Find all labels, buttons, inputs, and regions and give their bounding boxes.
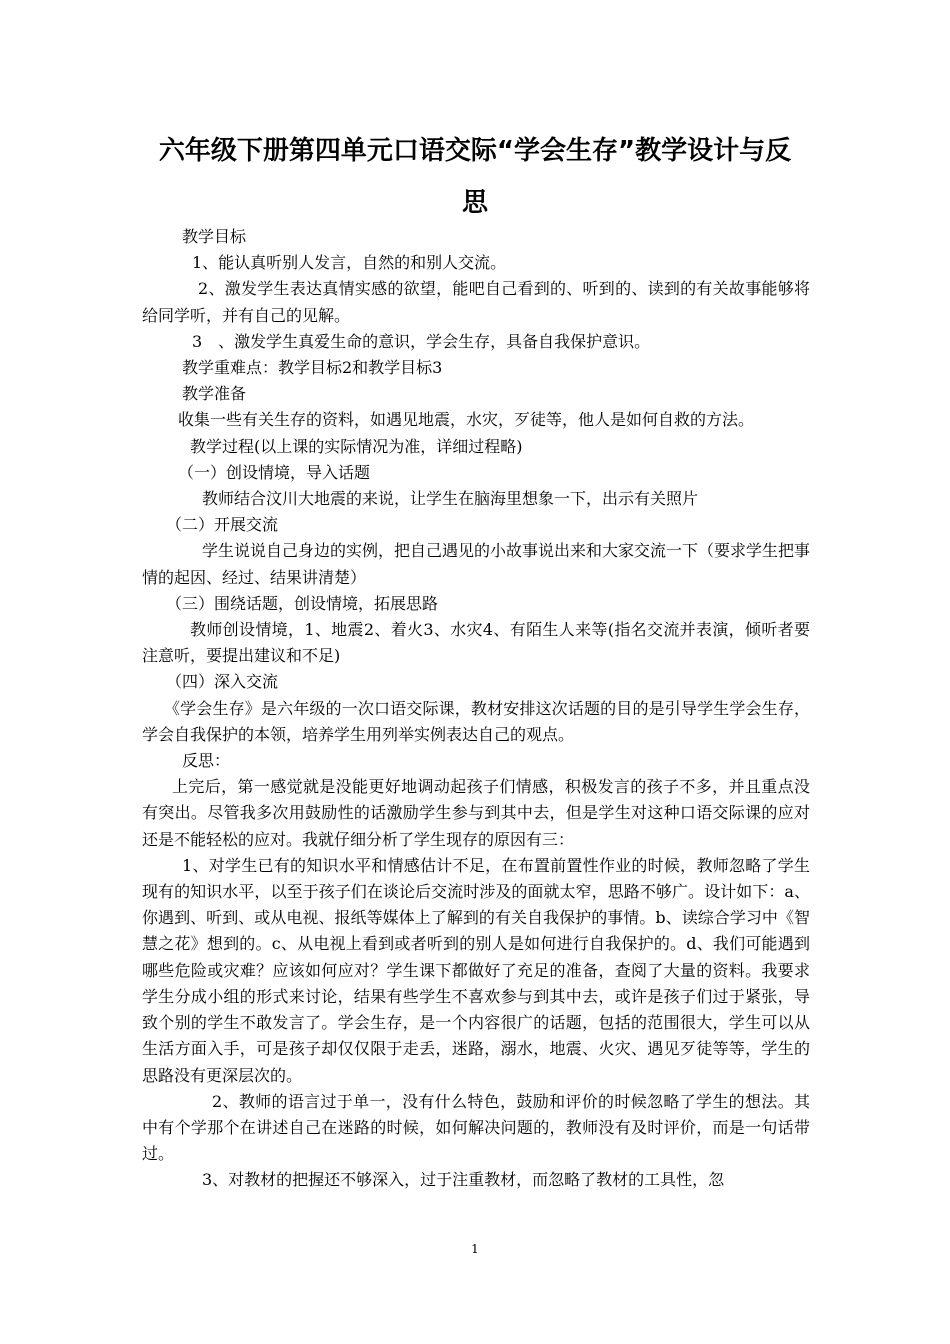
page-title-line2: 思 xyxy=(461,188,488,218)
body-paragraph: 《学会生存》是六年级的一次口语交际课，教材安排这次话题的目的是引导学生学会生存，学会自我保护的本领，培养学生用列举实例表达自己的观点。 xyxy=(142,698,810,744)
body-paragraph: 1、能认真听别人发言，自然的和别人交流。 xyxy=(192,253,507,273)
body-paragraph: 教师结合汶川大地震的来说，让学生在脑海里想象一下，出示有关照片 xyxy=(202,489,699,509)
body-paragraph: 教师创设情境，1、地震2、着火3、水灾4、有陌生人来等(指名交流并表演，倾听者要注意听，要提出建议和不足) xyxy=(142,620,810,666)
body-paragraph: 教学重难点：教学目标2和教学目标3 xyxy=(182,358,443,378)
body-paragraph: 学生说说自己身边的实例，把自己遇见的小故事说出来和大家交流一下（要求学生把事情的起因、经过、结果讲清楚） xyxy=(142,541,811,587)
body-paragraph: 教学目标 xyxy=(182,227,247,246)
body-paragraph: （一）创设情境，导入话题 xyxy=(178,462,371,482)
body-paragraph: 3、对教材的把握还不够深入，过于注重教材，而忽略了教材的工具性，忽 xyxy=(202,1170,725,1190)
body-paragraph: 3 、激发学生真爱生命的意识，学会生存，具备自我保护意识。 xyxy=(192,331,651,351)
body-paragraph: 教学过程(以上课的实际情况为准，详细过程略) xyxy=(190,436,523,456)
body-paragraph: 收集一些有关生存的资料，如遇见地震，水灾，歹徒等，他人是如何自救的方法。 xyxy=(178,410,755,430)
document-body xyxy=(142,224,810,1194)
body-paragraph: 反思： xyxy=(182,751,231,771)
body-paragraph: 上完后，第一感觉就是没能更好地调动起孩子们情感，积极发言的孩子不多，并且重点没有突出。尽管我多次用鼓励性的话激励学生参与到其中去，但是学生对这种口语交际课的应对还是不能轻松的应对。我就仔细分析了学生现存的原因有三： xyxy=(142,777,810,849)
body-paragraph: （四）深入交流 xyxy=(166,672,279,692)
page-title-line1: 六年级下册第四单元口语交际“学会生存”教学设计与反 xyxy=(158,136,792,166)
body-paragraph: 2、激发学生表达真情实感的欲望，能吧自己看到的、听到的、读到的有关故事能够将给同学听，并有自己的见解。 xyxy=(142,279,810,325)
body-paragraph: 教学准备 xyxy=(182,384,247,404)
body-paragraph: 1、对学生已有的知识水平和情感估计不足，在布置前置性作业的时候，教师忽略了学生现有的知识水平，以至于孩子们在谈论后交流时涉及的面就太窄，思路不够广。设计如下：a、你遇到、听到、或从电视、报纸等媒体上了解到的有关自我保护的事情。b、读综合学习中《智慧之花》想到的。c、从电视上看到或者听到的别人是如何进行自我保护的。d、我们可能遇到哪些危险或灾难？应该如何应对？学生课下都做好了充足的准备，查阅了大量的资料。我要求学生分成小组的形式来讨论，结果有些学生不喜欢参与到其中去，或许是孩子们过于紧张，导致个别的学生不敢发言了。学会生存，是一个内容很广的话题，包括的范围很大，学生可以从生活方面入手，可是孩子却仅仅限于走丢，迷路，溺水，地震、火灾、遇见歹徒等等，学生的思路没有更深层次的。 xyxy=(142,855,810,1085)
page-number: 1 xyxy=(471,1242,479,1256)
body-paragraph: （二）开展交流 xyxy=(166,515,279,535)
body-paragraph: 2、教师的语言过于单一，没有什么特色，鼓励和评价的时候忽略了学生的想法。其中有个学那个在讲述自己在迷路的时候，如何解决问题的，教师没有及时评价，而是一句话带过。 xyxy=(142,1091,810,1164)
body-paragraph: （三）围绕话题，创设情境，拓展思路 xyxy=(166,593,439,613)
